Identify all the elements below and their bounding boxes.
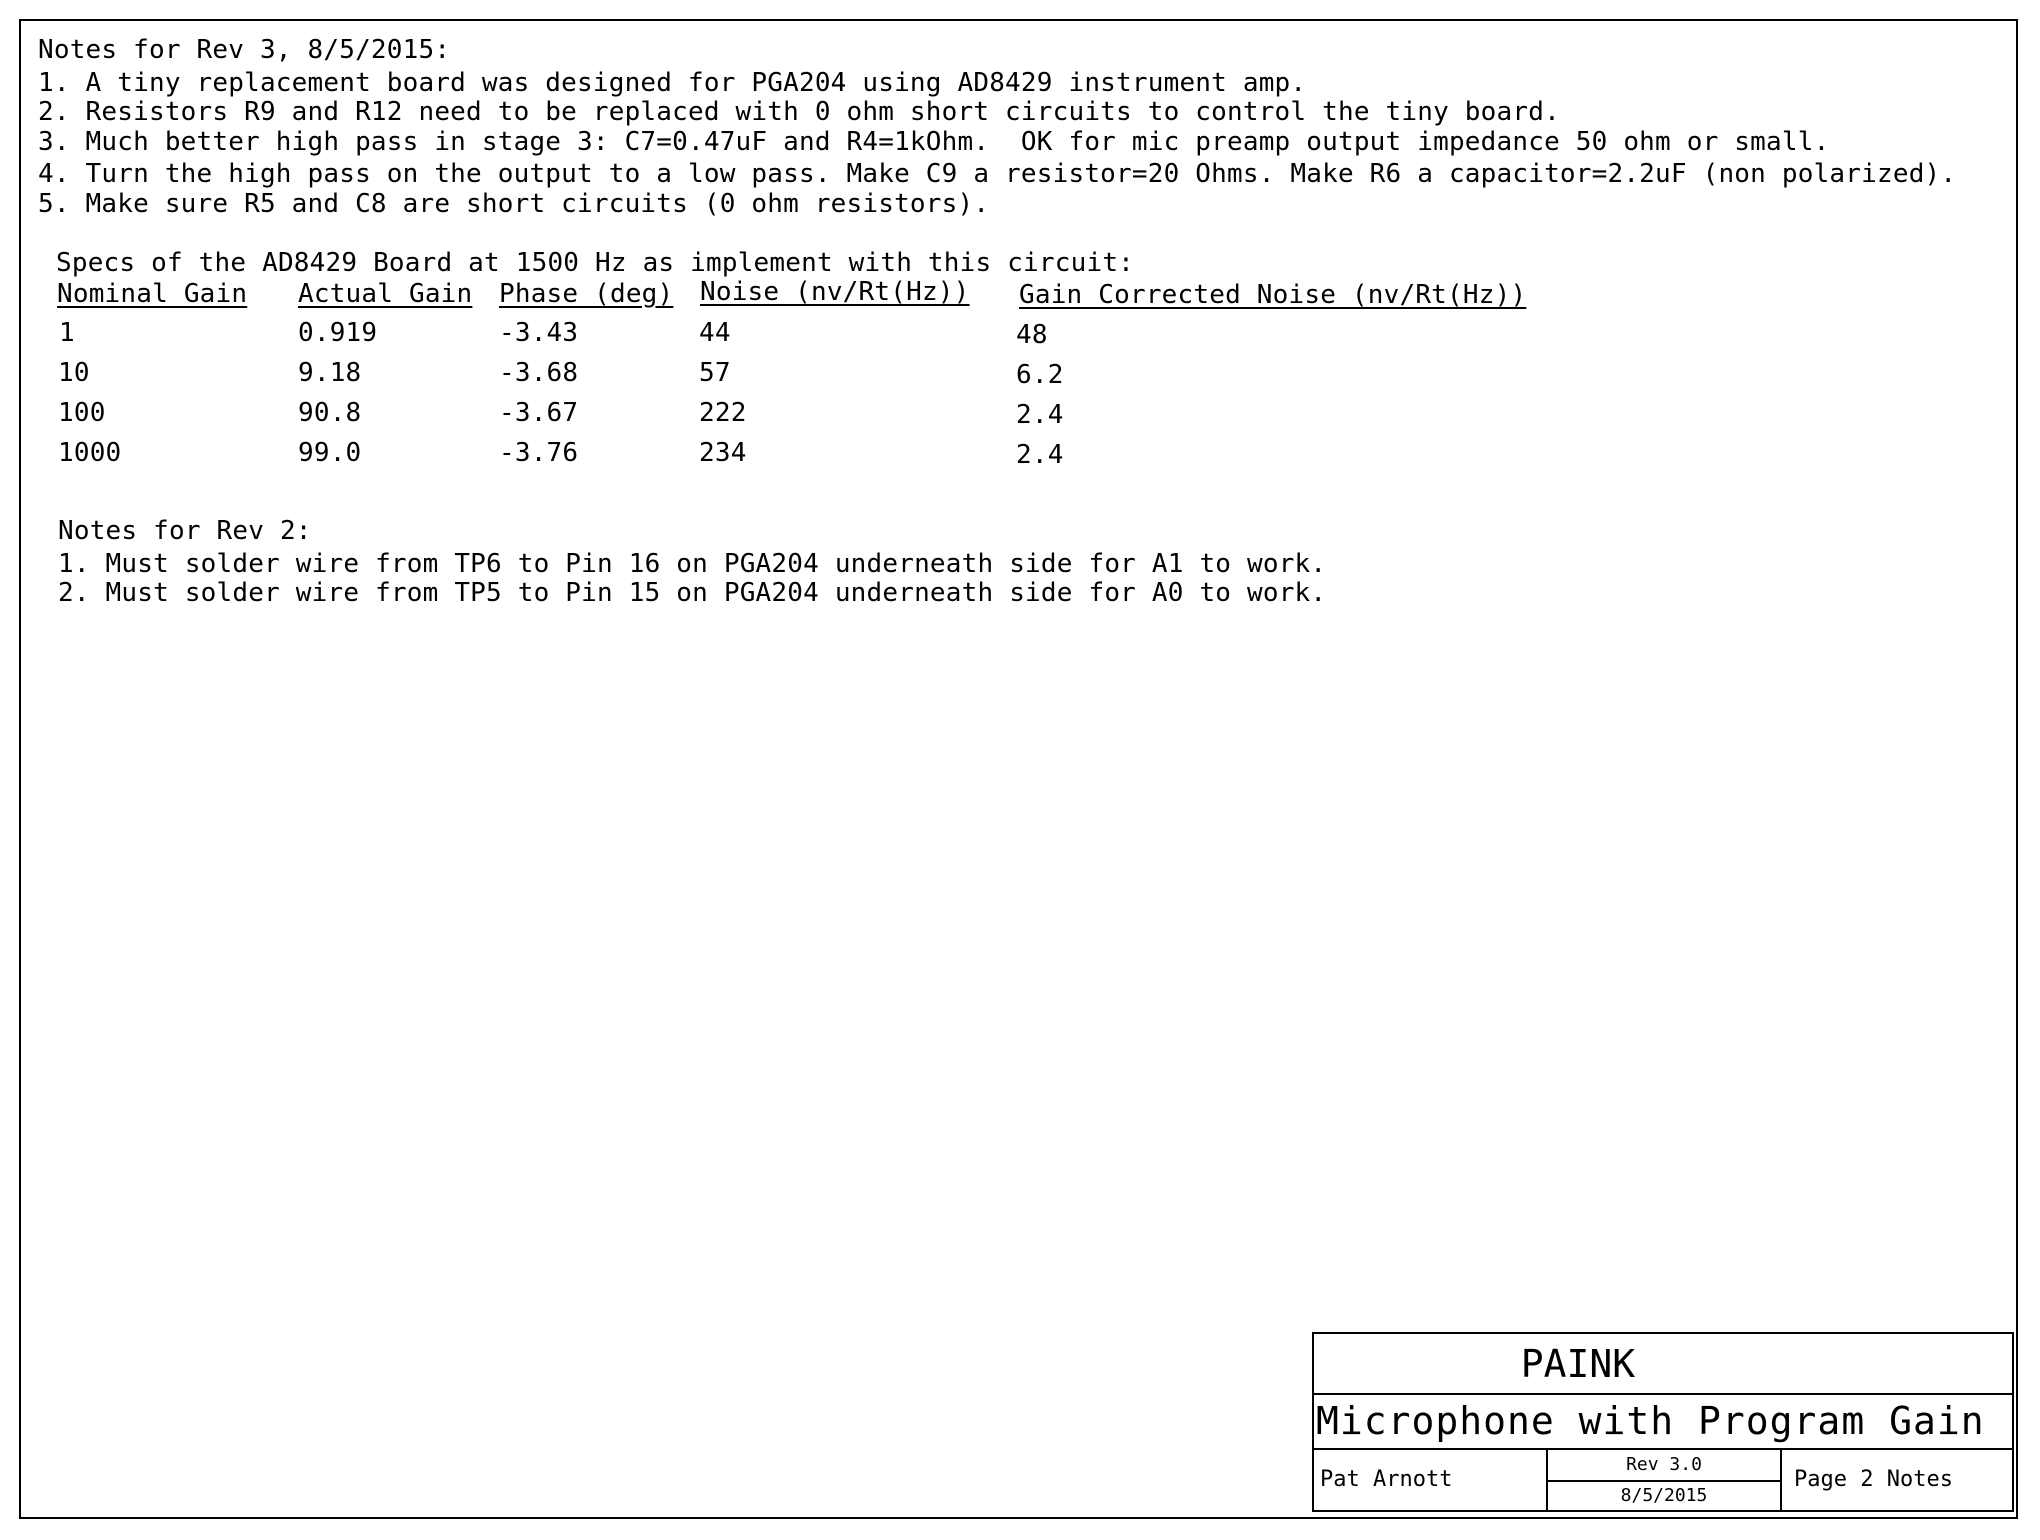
rev3-note-1: 1. A tiny replacement board was designed for PGA204 using AD8429 instrument amp. [38,68,1307,98]
table-cell: 234 [699,438,747,468]
table-cell: 44 [699,318,731,348]
specs-title: Specs of the AD8429 Board at 1500 Hz as implement with this circuit: [56,248,1135,278]
title-block-divider [1546,1480,1782,1482]
table-cell: -3.68 [499,358,579,388]
table-cell: 9.18 [298,358,362,388]
table-cell: 1 [59,318,75,348]
revision-label: Rev 3.0 [1626,1454,1702,1475]
table-cell: 2.4 [1016,400,1064,430]
table-cell: -3.76 [499,438,579,468]
rev2-notes-title: Notes for Rev 2: [58,516,312,546]
table-cell: -3.43 [499,318,579,348]
author-name: Pat Arnott [1320,1467,1453,1492]
title-block-divider [1314,1448,2012,1450]
page-label: Page 2 Notes [1794,1467,1953,1492]
title-block [1312,1332,2014,1512]
rev2-note-1: 1. Must solder wire from TP6 to Pin 16 on PGA204 underneath side for A1 to work. [58,549,1327,579]
table-cell: 90.8 [298,398,362,428]
table-cell: 99.0 [298,438,362,468]
table-cell: 0.919 [298,318,378,348]
header-nominal-gain: Nominal Gain [57,279,248,309]
company-name: PAINK [1520,1342,1636,1386]
table-cell: 10 [58,358,90,388]
table-cell: 1000 [58,438,122,468]
table-cell: 6.2 [1016,360,1064,390]
rev3-notes-title: Notes for Rev 3, 8/5/2015: [38,35,451,65]
table-cell: 100 [58,398,106,428]
sheet-border [19,19,2018,1519]
header-phase: Phase (deg) [499,279,674,309]
header-actual-gain: Actual Gain [298,279,473,309]
table-cell: 48 [1016,320,1048,350]
rev2-note-2: 2. Must solder wire from TP5 to Pin 15 on PGA204 underneath side for A0 to work. [58,578,1327,608]
rev3-note-4: 4. Turn the high pass on the output to a low pass. Make C9 a resistor=20 Ohms. Make R6 a capacitor=2.2uF (non polarized). [38,159,1957,189]
drawing-title: Microphone with Program Gain [1316,1399,1985,1443]
header-noise: Noise (nv/Rt(Hz)) [700,277,970,307]
rev3-note-5: 5. Make sure R5 and C8 are short circuits (0 ohm resistors). [38,189,990,219]
table-cell: 2.4 [1016,440,1064,470]
rev3-note-2: 2. Resistors R9 and R12 need to be replaced with 0 ohm short circuits to control the tiny board. [38,97,1560,127]
table-cell: -3.67 [499,398,579,428]
title-block-divider [1314,1393,2012,1395]
rev3-note-3: 3. Much better high pass in stage 3: C7=0.47uF and R4=1kOhm. OK for mic preamp output impedance 50 ohm or small. [38,127,1830,157]
header-gain-corrected-noise: Gain Corrected Noise (nv/Rt(Hz)) [1019,280,1527,310]
table-cell: 222 [699,398,747,428]
table-cell: 57 [699,358,731,388]
revision-date: 8/5/2015 [1620,1485,1708,1506]
